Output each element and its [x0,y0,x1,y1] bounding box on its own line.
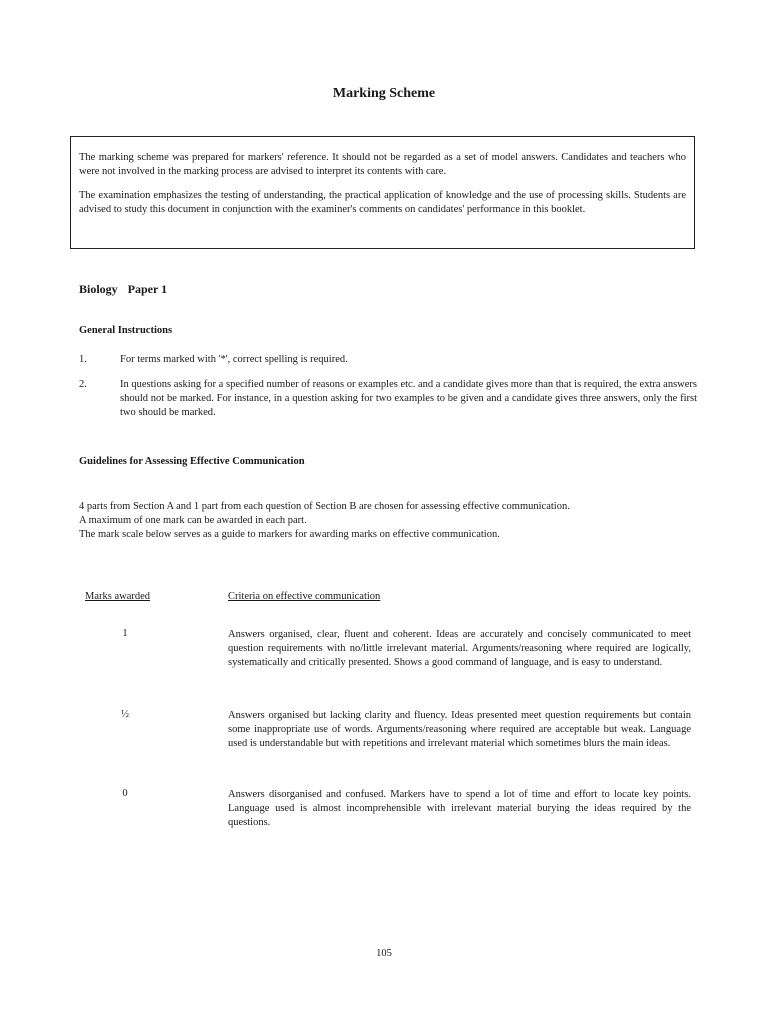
guidelines-intro [79,500,699,542]
guidelines-heading: Guidelines for Assessing Effective Communication [79,456,305,467]
notice-box [70,136,695,249]
notice-paragraph-2: The examination emphasizes the testing of understanding, the practical application of knowledge and the use of processing skills. Students are advised to study this document in conjunction with the examiner's comments on candidates' performance in this booklet. [79,190,686,215]
criteria-text: Answers disorganised and confused. Markers have to spend a lot of time and effort to locate key points. Language used is almost incomprehensible with irrelevant material burying the ideas required by the questions. [228,789,691,828]
list-item [79,353,697,367]
guidelines-line: 4 parts from Section A and 1 part from each question of Section B are chosen for assessing effective communication. [79,501,570,512]
subject-name: Biology [79,282,118,296]
instruction-text: In questions asking for a specified number of reasons or examples etc. and a candidate gives more than that is required, the extra answers should not be marked. For instance, in a question asking for two examples to be given and a candidate gives three answers, only the first two should be marked. [120,379,697,418]
criteria-text: Answers organised, clear, fluent and coherent. Ideas are accurately and concisely communicated to meet question requirements with no/little irrelevant material. Arguments/reasoning where required are logically, systematically and critically presented. Shows a good command of language, and is easy to understand. [228,629,691,668]
instruction-number: 1. [79,354,87,365]
section-heading [79,282,167,297]
criteria-text: Answers organised but lacking clarity and fluency. Ideas presented meet question requirements but contain some inappropriate use of words. Arguments/reasoning where required are acceptable but weak. Language used is understandable but with repetitions and irrelevant material which sometimes blurs the main ideas. [228,710,691,749]
marks-column-header: Marks awarded [85,591,151,602]
criteria-column-header: Criteria on effective communication [228,591,381,602]
notice-paragraph-1: The marking scheme was prepared for markers' reference. It should not be regarded as a set of model answers. Candidates and teachers who were not involved in the marking process are advised to interpret its contents with care. [79,152,686,177]
paper-name: Paper 1 [127,282,168,296]
guidelines-line: The mark scale below serves as a guide to markers for awarding marks on effective communication. [79,529,500,540]
instructions-list [79,353,697,431]
mark-value: 1 [122,628,128,639]
guidelines-line: A maximum of one mark can be awarded in each part. [79,515,307,526]
page-number: 105 [376,948,392,959]
list-item [79,378,697,420]
instruction-text: For terms marked with '*', correct spelling is required. [120,354,348,365]
mark-value: 0 [122,788,128,799]
page-title: Marking Scheme [332,86,436,101]
general-instructions-heading: General Instructions [79,325,173,336]
mark-value: ½ [121,709,129,720]
instruction-number: 2. [79,379,87,390]
